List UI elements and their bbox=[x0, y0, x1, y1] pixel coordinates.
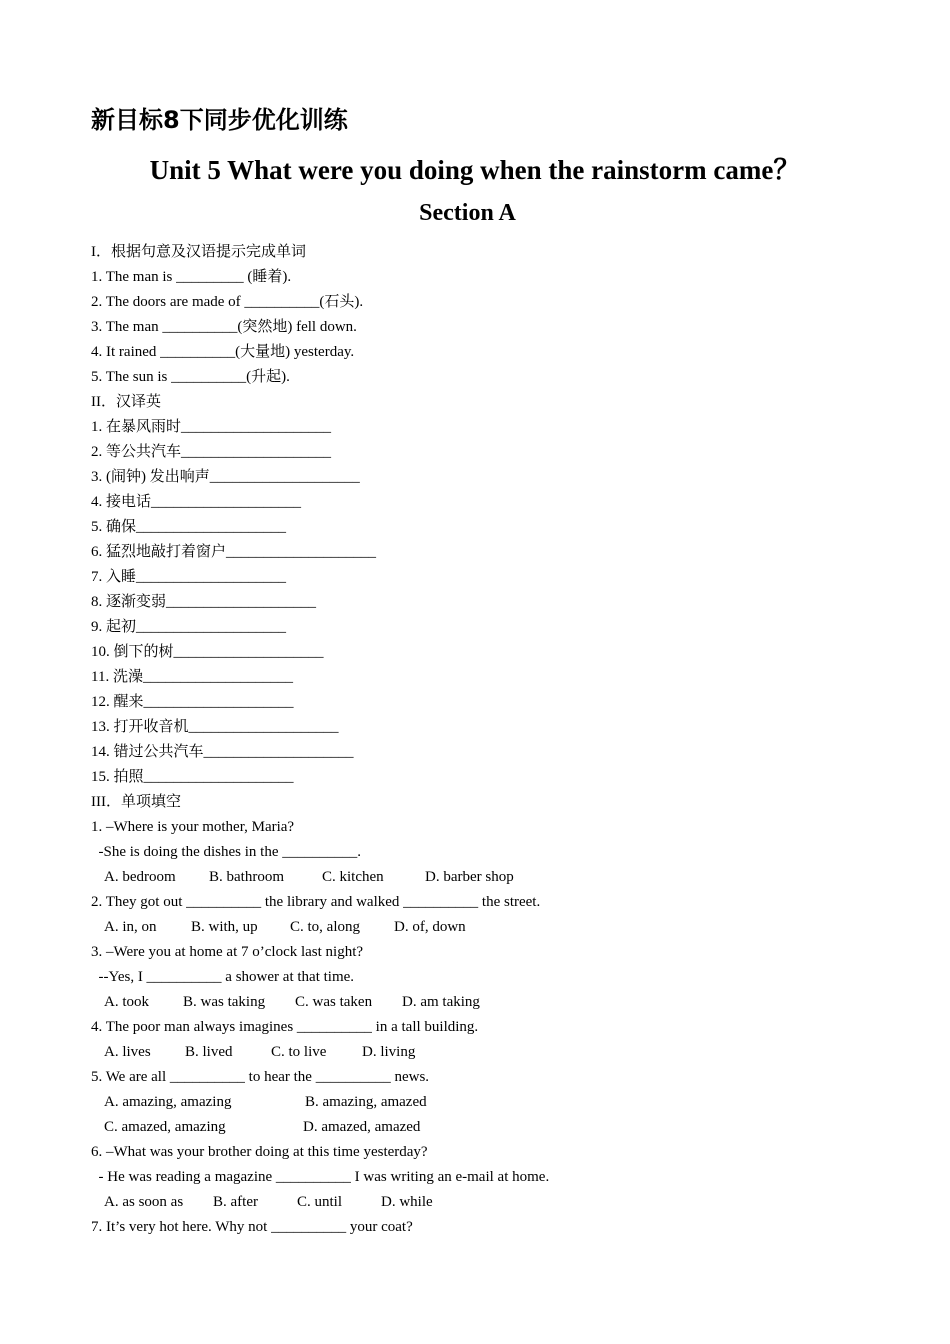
part2-item: 13. 打开收音机____________________ bbox=[91, 719, 339, 735]
option-b: B. lived bbox=[185, 1044, 233, 1060]
question-7-stem: 7. It’s very hot here. Why not __________ your coat? bbox=[91, 1219, 413, 1235]
question-6-options bbox=[91, 1190, 891, 1215]
part2-item: 1. 在暴风雨时____________________ bbox=[91, 419, 332, 435]
question-1-stem: 1. –Where is your mother, Maria? bbox=[91, 819, 295, 835]
question-5-stem: 5. We are all __________ to hear the __________ news. bbox=[91, 1069, 430, 1085]
question-2-options bbox=[91, 915, 891, 940]
part2-item: 5. 确保____________________ bbox=[91, 519, 287, 535]
option-d: D. while bbox=[381, 1194, 433, 1210]
part2-item: 12. 醒来____________________ bbox=[91, 694, 294, 710]
option-d: D. of, down bbox=[394, 919, 466, 935]
part3-title: III．单项填空 bbox=[91, 794, 181, 810]
part2-item: 14. 错过公共汽车____________________ bbox=[91, 744, 354, 760]
part1-item: 5. The sun is __________(升起). bbox=[91, 369, 290, 385]
option-b: B. bathroom bbox=[209, 869, 284, 885]
part2-item: 4. 接电话____________________ bbox=[91, 494, 302, 510]
option-d: D. am taking bbox=[402, 994, 480, 1010]
unit-title: Unit 5 What were you doing when the rainstorm came？ bbox=[149, 155, 801, 185]
question-4-stem: 4. The poor man always imagines __________ in a tall building. bbox=[91, 1019, 479, 1035]
question-1-options bbox=[91, 865, 891, 890]
question-5-options-ab bbox=[91, 1090, 891, 1115]
part2-item: 15. 拍照____________________ bbox=[91, 769, 294, 785]
question-4-options bbox=[91, 1040, 891, 1065]
part2-item: 2. 等公共汽车____________________ bbox=[91, 444, 332, 460]
option-b: B. amazing, amazed bbox=[305, 1094, 427, 1110]
series-title: 新目标8下同步优化训练 bbox=[91, 106, 348, 134]
question-1-reply: -She is doing the dishes in the __________. bbox=[91, 844, 361, 860]
part2-item: 6. 猛烈地敲打着窗户____________________ bbox=[91, 544, 377, 560]
section-title: Section A bbox=[419, 200, 516, 226]
question-6-stem: 6. –What was your brother doing at this time yesterday? bbox=[91, 1144, 428, 1160]
option-a: A. bedroom bbox=[104, 869, 176, 885]
part2-item: 10. 倒下的树____________________ bbox=[91, 644, 324, 660]
question-3-stem: 3. –Were you at home at 7 o’clock last night? bbox=[91, 944, 364, 960]
question-5-options-cd bbox=[91, 1115, 891, 1140]
part2-item: 11. 洗澡____________________ bbox=[91, 669, 293, 685]
option-d: D. living bbox=[362, 1044, 416, 1060]
part1-item: 4. It rained __________(大量地) yesterday. bbox=[91, 344, 355, 360]
part2-title: II．汉译英 bbox=[91, 394, 161, 410]
question-6-reply: - He was reading a magazine __________ I was writing an e-mail at home. bbox=[91, 1169, 550, 1185]
part1-item: 3. The man __________(突然地) fell down. bbox=[91, 319, 357, 335]
option-b: B. after bbox=[213, 1194, 258, 1210]
question-3-options bbox=[91, 990, 891, 1015]
part2-item: 8. 逐渐变弱____________________ bbox=[91, 594, 317, 610]
part1-item: 2. The doors are made of __________(石头). bbox=[91, 294, 364, 310]
exercise-body bbox=[91, 240, 891, 1240]
option-c: C. was taken bbox=[295, 994, 373, 1010]
part1-item: 1. The man is _________ (睡着). bbox=[91, 269, 292, 285]
option-c: C. until bbox=[297, 1194, 343, 1210]
question-3-reply: --Yes, I __________ a shower at that time. bbox=[91, 969, 355, 985]
option-d: D. amazed, amazed bbox=[303, 1119, 421, 1135]
part2-item: 3. (闹钟) 发出响声____________________ bbox=[91, 469, 360, 485]
option-b: B. was taking bbox=[183, 994, 266, 1010]
option-a: A. amazing, amazing bbox=[104, 1094, 232, 1110]
part2-item: 9. 起初____________________ bbox=[91, 619, 287, 635]
option-c: C. amazed, amazing bbox=[104, 1119, 226, 1135]
option-b: B. with, up bbox=[191, 919, 258, 935]
option-c: C. kitchen bbox=[322, 869, 384, 885]
option-a: A. took bbox=[104, 994, 149, 1010]
part1-title: I．根据句意及汉语提示完成单词 bbox=[91, 244, 306, 260]
option-c: C. to, along bbox=[290, 919, 360, 935]
option-a: A. lives bbox=[104, 1044, 151, 1060]
option-a: A. as soon as bbox=[104, 1194, 184, 1210]
option-a: A. in, on bbox=[104, 919, 157, 935]
part2-item: 7. 入睡____________________ bbox=[91, 569, 287, 585]
option-d: D. barber shop bbox=[425, 869, 514, 885]
option-c: C. to live bbox=[271, 1044, 327, 1060]
question-2-stem: 2. They got out __________ the library and walked __________ the street. bbox=[91, 894, 541, 910]
